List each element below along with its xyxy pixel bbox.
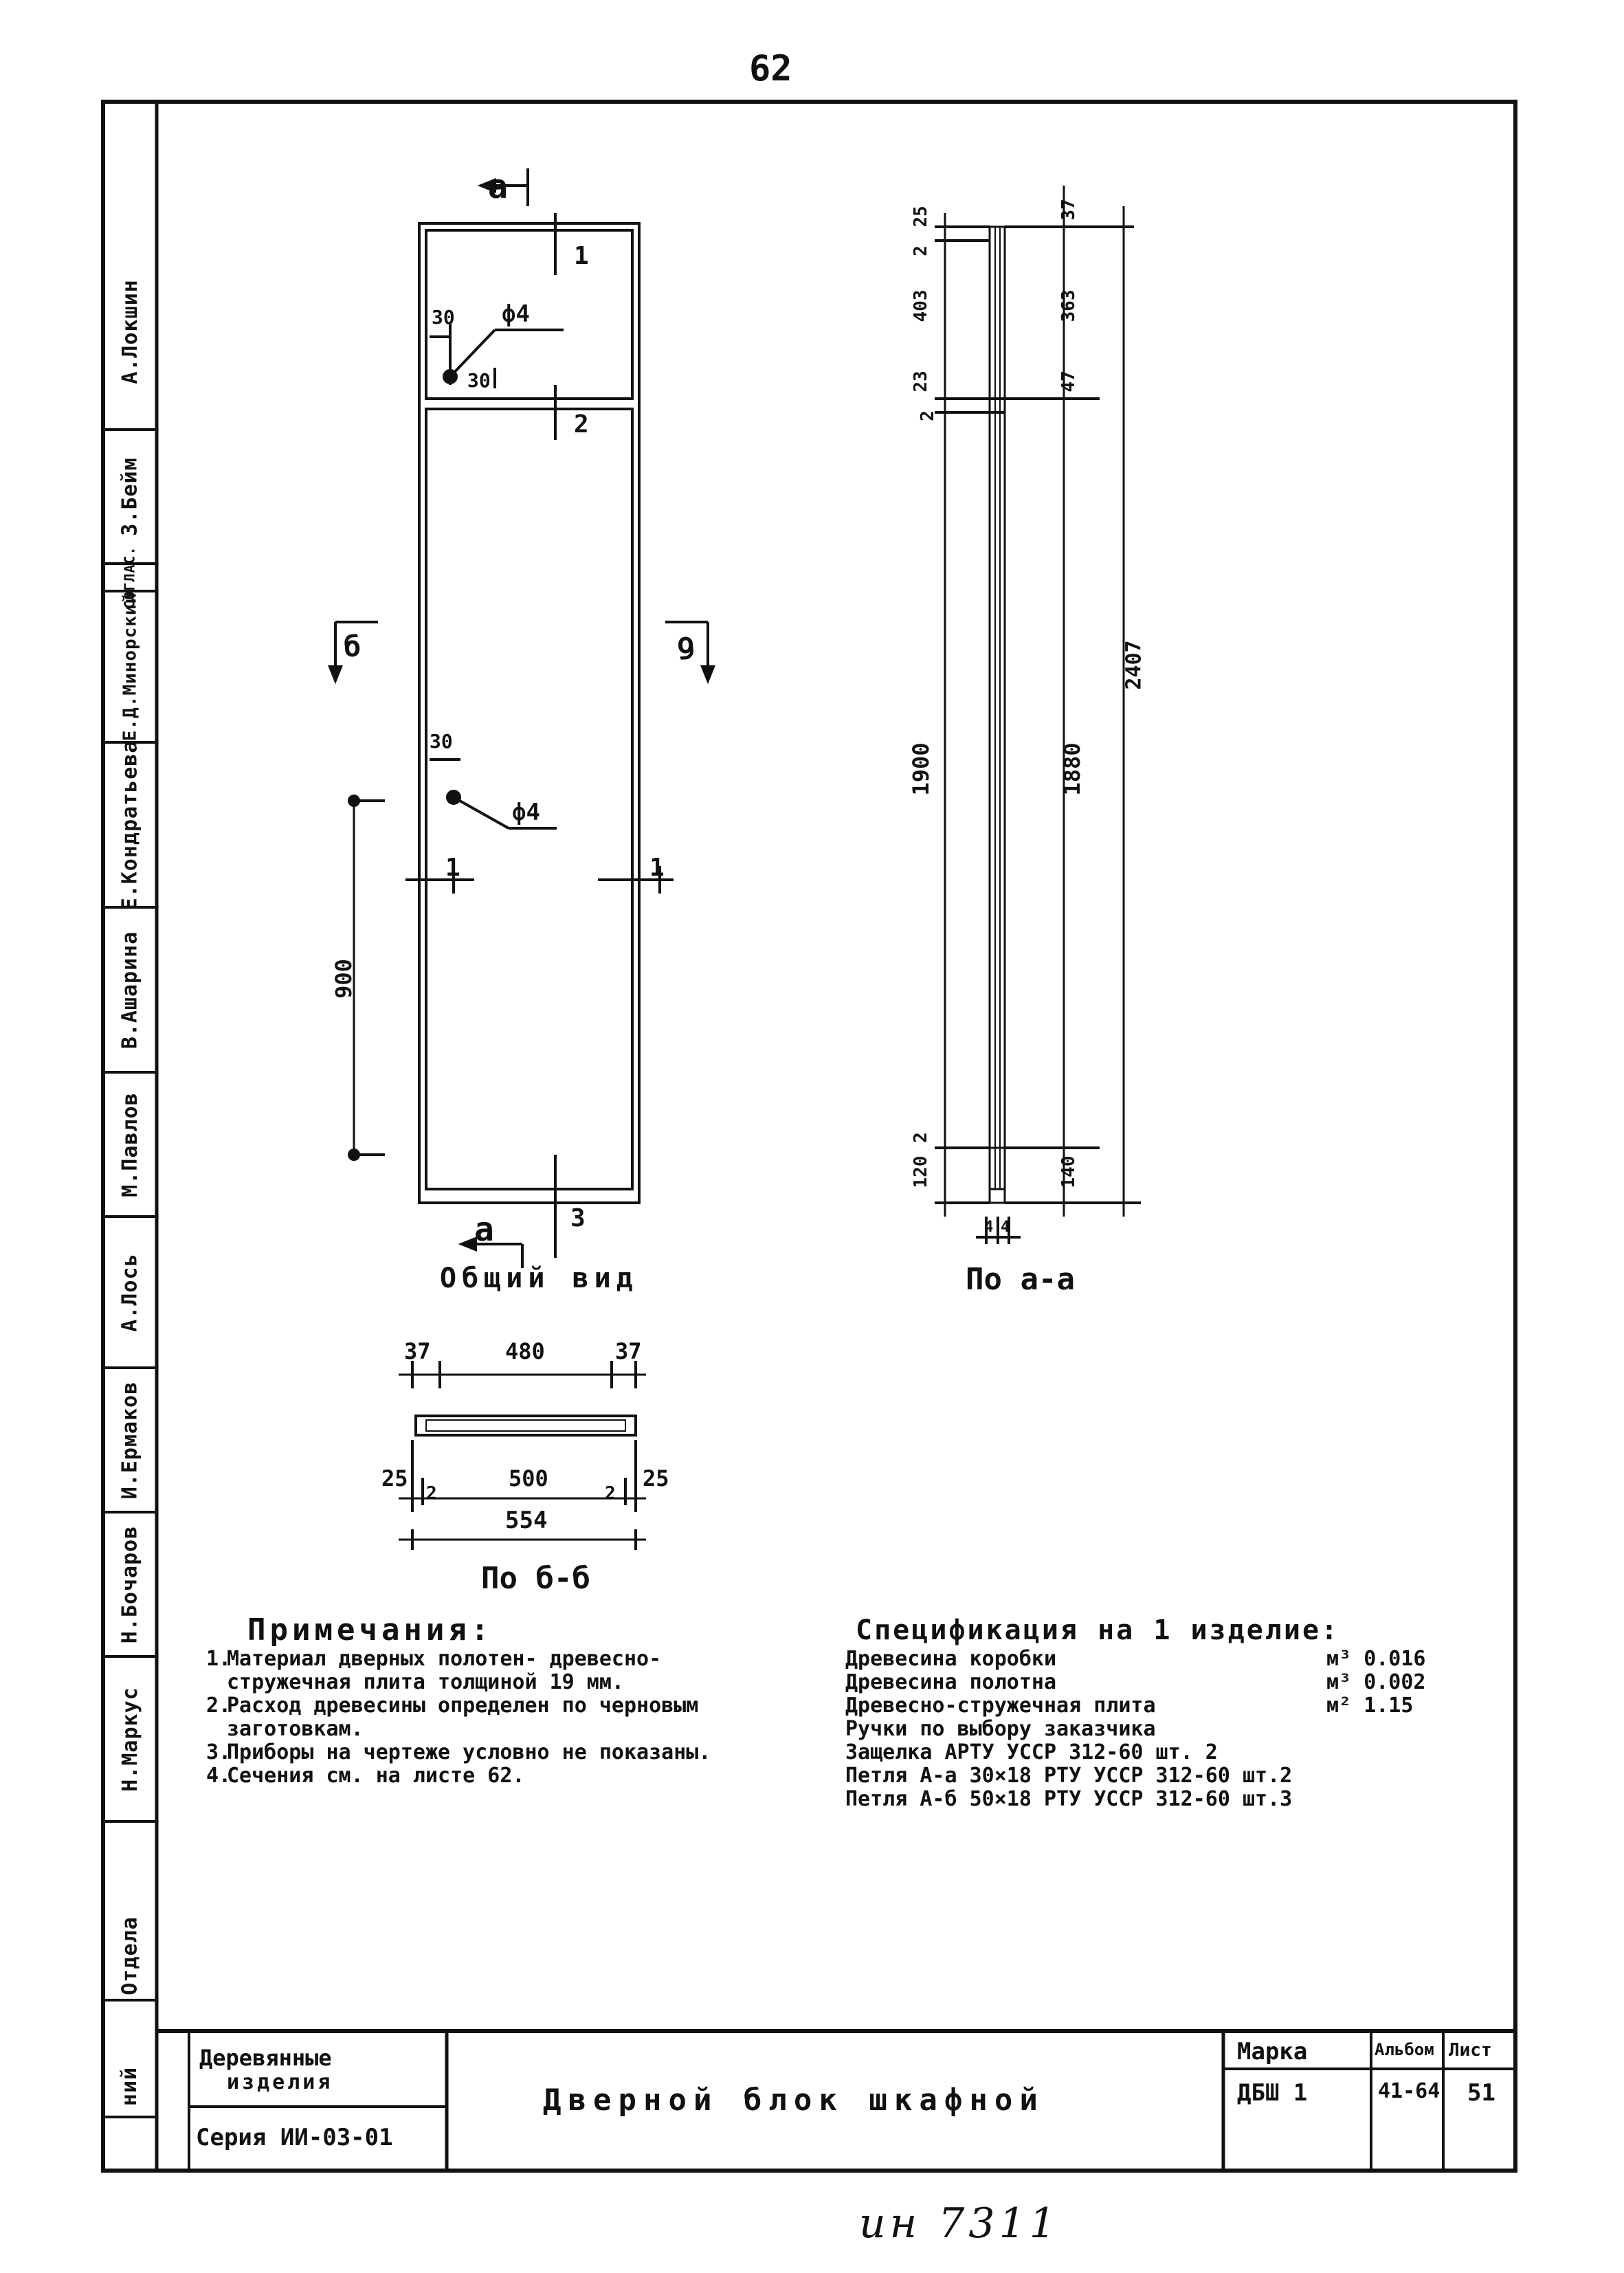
archive-number: ин 7311	[859, 2199, 1060, 2248]
dim-hole-x: 30	[432, 306, 455, 329]
dim-a-bottom-2: 2	[911, 1132, 931, 1143]
sidebar-name-10: Н.Маркус	[118, 1686, 142, 1792]
note-item: 1. Материал дверных полотен- древесно-стружечная плита толщиной 19 мм.	[206, 1647, 662, 1694]
dim-a-thick-4b: 4	[1001, 1219, 1010, 1236]
spec-row: Петля А-б 50×18 РТУ УССР 312-60 шт.3	[845, 1787, 1293, 1811]
dim-hole-y: 30	[467, 369, 491, 392]
sidebar-name-7: А.Лось	[118, 1252, 142, 1332]
dim-a-thick-4a: 4	[984, 1219, 994, 1236]
dim-a-top-2: 2	[911, 245, 931, 256]
dim-b-left-37: 37	[404, 1338, 431, 1364]
section-mark-b-right: б	[677, 630, 695, 664]
dim-a-2407: 2407	[1122, 640, 1146, 690]
tb-mark-label: Марка	[1237, 2038, 1308, 2065]
note-item: 2. Расход древесины определен по черновым заготовкам.	[206, 1694, 699, 1741]
spec-row: Петля А-а 30×18 РТУ УССР 312-60 шт.2	[845, 1764, 1293, 1788]
tb-series: Серия ИИ-03-01	[196, 2124, 393, 2151]
note-item: 4. Сечения см. на листе 62.	[206, 1764, 525, 1788]
leaf-label-3: 3	[570, 1204, 586, 1232]
sidebar-name-8: И.Ермаков	[118, 1381, 142, 1499]
sidebar-name-4: Е.Кондратьева	[118, 740, 142, 910]
dim-b-left-25: 25	[381, 1465, 408, 1492]
caption-general-view: Общий вид	[440, 1263, 638, 1294]
tb-mark-value: ДБШ 1	[1237, 2079, 1308, 2107]
notes-block	[206, 1612, 756, 1788]
dim-a-140: 140	[1058, 1155, 1079, 1188]
note-item: 3. Приборы на чертеже условно не показаны.	[206, 1740, 711, 1764]
tb-category-line1: Деревянные	[199, 2045, 332, 2071]
caption-section-a: По а-а	[966, 1262, 1075, 1297]
dim-a-1880: 1880	[1059, 742, 1085, 796]
spec-row: Древесно-стружечная плита м² 1.15	[845, 1694, 1414, 1718]
tb-category-line2: изделия	[227, 2070, 333, 2094]
sidebar-name-6: М.Павлов	[118, 1091, 142, 1197]
section-mark-b-left: б	[344, 630, 361, 663]
sidebar-name-2: З.Бейм	[118, 457, 142, 536]
dim-hole-low: 30	[430, 730, 453, 753]
dim-b-right-2: 2	[605, 1483, 616, 1504]
dim-b-500: 500	[509, 1465, 548, 1492]
leaf-label-2: 2	[574, 410, 589, 439]
dim-a-363: 363	[1058, 289, 1079, 322]
dim-b-left-2: 2	[426, 1483, 437, 1504]
section-mark-a-top: a	[488, 168, 508, 206]
dim-b-right-37: 37	[615, 1338, 642, 1364]
hole-label-top: ф4	[502, 300, 530, 328]
dim-handle-height: 900	[331, 959, 357, 999]
dim-a-120: 120	[911, 1155, 931, 1188]
tb-title: Дверной блок шкафной	[543, 2083, 1045, 2118]
section-mark-a-bottom: a	[474, 1210, 494, 1249]
page-number: 62	[749, 48, 792, 89]
sidebar-name-1: А.Локшин	[118, 279, 142, 384]
spec-row: Ручки по выбору заказчика	[845, 1717, 1156, 1741]
dim-b-right-25: 25	[643, 1465, 669, 1492]
spec-row: Древесина коробки м³ 0.016	[845, 1647, 1426, 1671]
dim-b-480: 480	[505, 1338, 545, 1364]
tb-album-value: 41-64	[1378, 2079, 1441, 2103]
dim-a-1900: 1900	[908, 742, 934, 796]
dim-b-554: 554	[505, 1507, 548, 1534]
tb-sheet-label: Лист	[1449, 2040, 1492, 2061]
spec-row: Защелка АРТУ УССР 312-60 шт. 2	[845, 1740, 1218, 1764]
sidebar-name-3: Е.Д.Минорский	[120, 592, 140, 742]
dim-a-403: 403	[911, 289, 931, 322]
spec-heading: Спецификация на 1 изделие:	[856, 1615, 1340, 1646]
sidebar-bottom: ний	[118, 2066, 142, 2106]
sidebar-dept: Отдела	[118, 1916, 142, 1995]
dim-a-top-25: 25	[911, 206, 931, 228]
notes-heading: Примечания:	[247, 1612, 493, 1648]
sidebar-name-9: Н.Бочаров	[118, 1525, 142, 1643]
sidebar-name-5: В.Ашарина	[118, 931, 142, 1049]
dim-a-23: 23	[911, 370, 931, 392]
specification-block	[845, 1615, 1450, 1811]
hole-label-low: ф4	[512, 799, 540, 826]
tb-album-label: Альбом	[1375, 2040, 1434, 2059]
dim-a-37: 37	[1058, 199, 1079, 221]
dim-a-2: 2	[917, 410, 938, 421]
caption-section-b: По б-б	[481, 1561, 590, 1596]
hinge-cut-label-left: 1	[445, 854, 460, 882]
leaf-label-1: 1	[574, 242, 589, 270]
dim-a-47: 47	[1058, 370, 1079, 392]
tb-sheet-value: 51	[1467, 2079, 1495, 2107]
sidebar-approval: СОГЛАС.	[122, 546, 139, 609]
spec-row: Древесина полотна м³ 0.002	[845, 1670, 1426, 1694]
hinge-cut-label-right: 1	[649, 854, 665, 882]
